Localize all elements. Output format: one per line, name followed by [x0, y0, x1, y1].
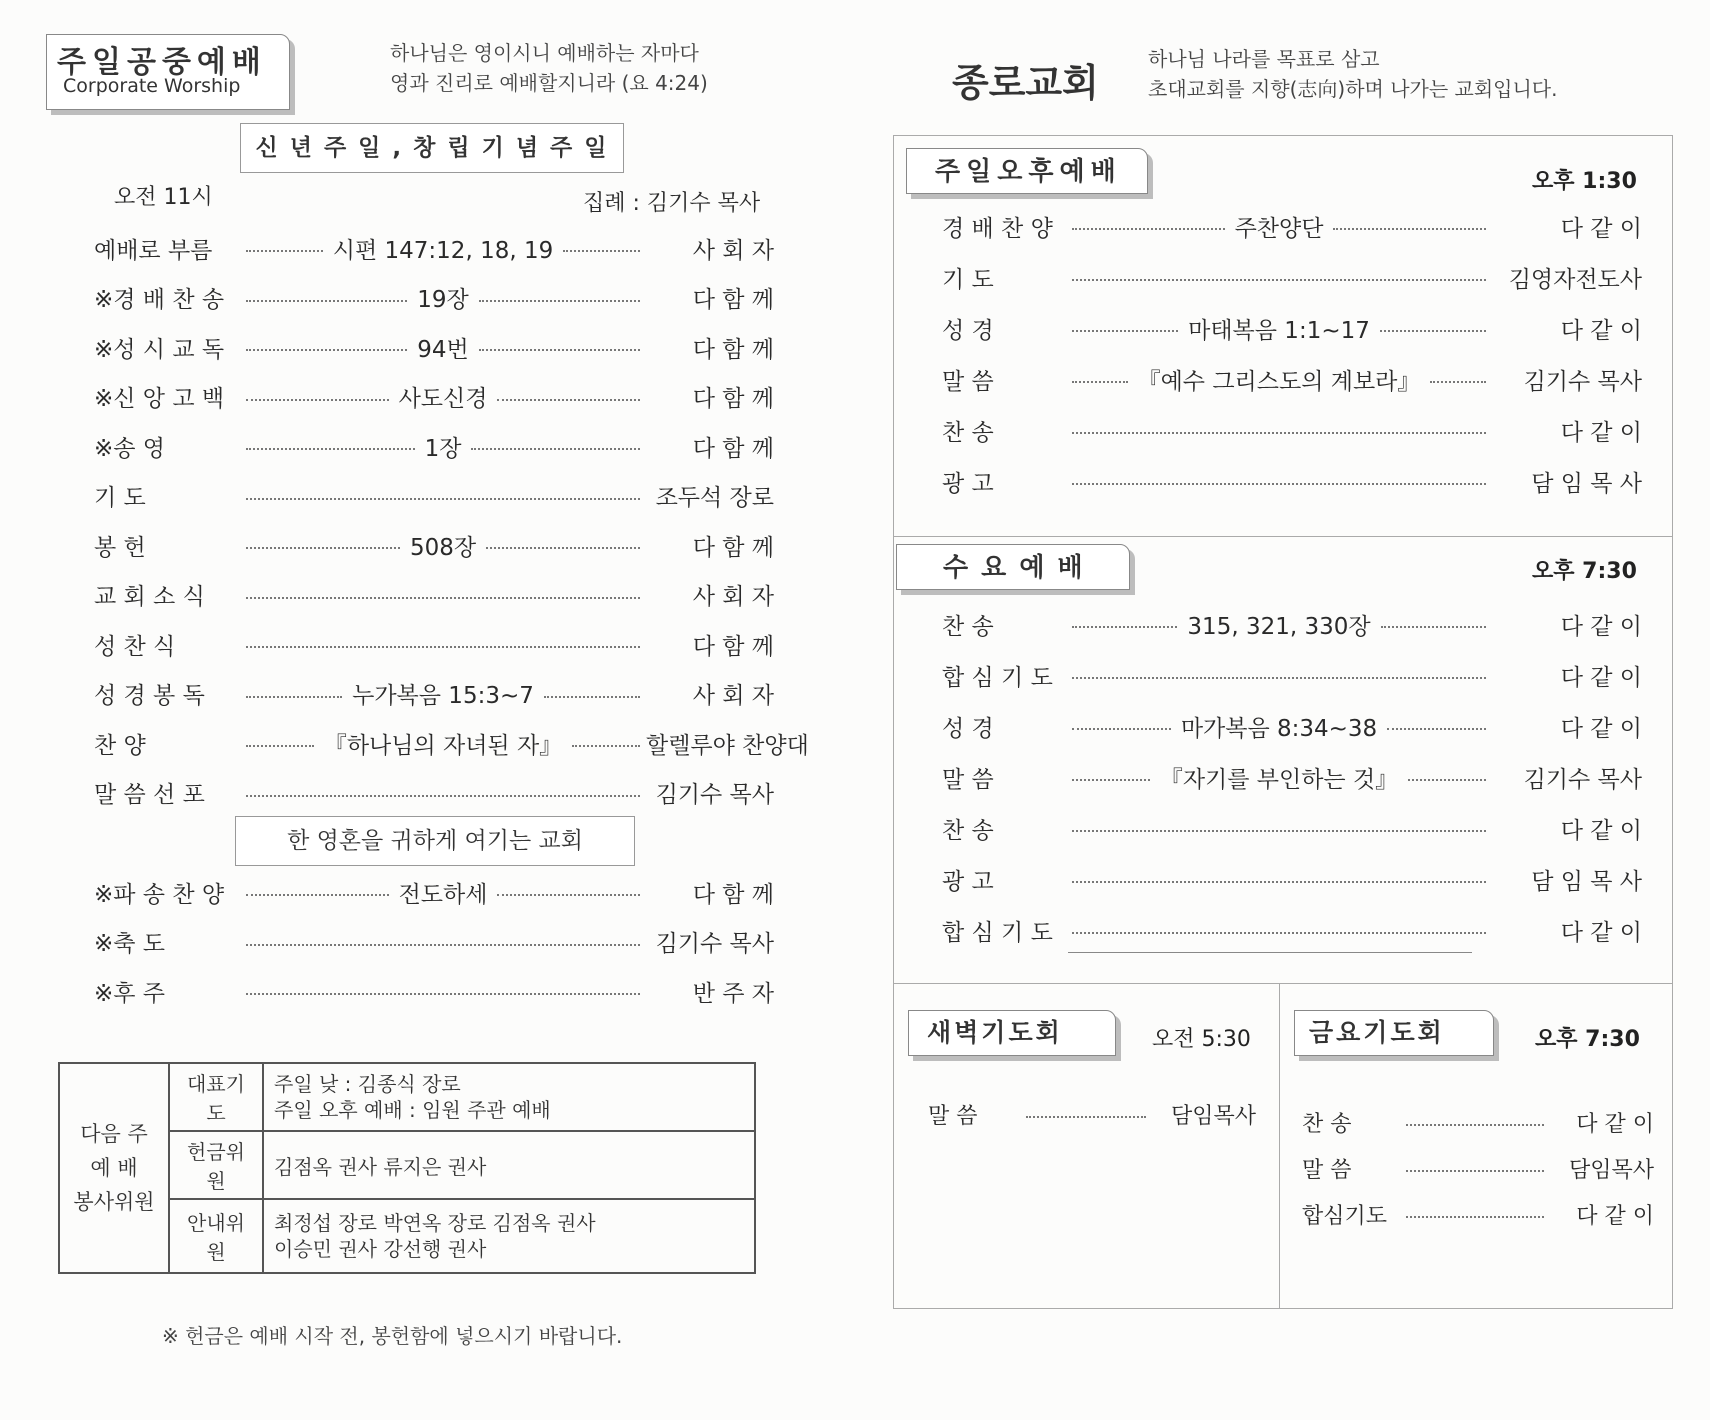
order-row — [94, 331, 774, 363]
servers-table — [58, 1062, 756, 1274]
leader-dots — [1333, 228, 1486, 230]
order-row — [94, 926, 774, 958]
order-row — [94, 678, 774, 710]
leader-dots — [1072, 626, 1177, 628]
worship-title-tab — [46, 34, 290, 110]
order-row — [942, 414, 1642, 446]
order-leader: 사 회 자 — [692, 683, 774, 709]
order-leader: 다 같 이 — [1576, 1111, 1654, 1137]
leader-dots — [497, 894, 640, 896]
order-row — [942, 914, 1642, 946]
order-row — [942, 261, 1642, 293]
friday-title: 금요기도회 — [1309, 1018, 1445, 1047]
order-row — [942, 210, 1642, 242]
order-detail: 마태복음 1:1~17 — [1188, 317, 1370, 344]
left-subtitle2: 한 영혼을 귀하게 여기는 교회 — [235, 816, 635, 866]
dawn-time: 오전 5:30 — [1152, 1027, 1251, 1052]
order-detail: 19장 — [417, 287, 469, 313]
left-subtitle: 신 년 주 일 , 창 립 기 념 주 일 — [240, 123, 624, 173]
leader-dots — [246, 250, 323, 252]
order-leader: 담임목사 — [1568, 1157, 1654, 1183]
afternoon-time: 오후 1:30 — [1532, 169, 1637, 194]
leader-dots — [246, 944, 640, 946]
order-leader: 담임목사 — [1170, 1103, 1256, 1129]
friday-tab — [1294, 1010, 1494, 1056]
order-detail: 사도신경 — [398, 386, 488, 412]
order-detail: 315, 321, 330장 — [1187, 613, 1371, 640]
order-leader: 다 함 께 — [692, 435, 775, 462]
order-leader: 사 회 자 — [692, 237, 775, 264]
order-leader: 다 함 께 — [692, 881, 774, 908]
leader-dots — [1072, 228, 1225, 230]
order-row — [942, 608, 1642, 640]
order-leader: 김기수 목사 — [1523, 766, 1642, 793]
order-row — [1302, 1106, 1654, 1138]
order-label: 찬 양 — [94, 732, 146, 759]
left-motto-line2: 영과 진리로 예배할지니라 (요 4:24) — [390, 71, 708, 95]
order-row — [942, 812, 1642, 844]
wednesday-time: 오후 7:30 — [1532, 559, 1637, 584]
leader-dots — [246, 993, 640, 995]
server-name-line: 최정섭 장로 박연옥 장로 김점옥 권사 — [274, 1211, 596, 1235]
leader-dots — [1408, 779, 1486, 781]
order-row — [928, 1098, 1256, 1130]
leader-dots — [1406, 1170, 1544, 1172]
order-leader: 다 같 이 — [1560, 715, 1642, 742]
server-role: 대표기도 — [169, 1063, 263, 1131]
order-label: 찬 송 — [942, 817, 994, 844]
leader-dots — [1072, 881, 1486, 883]
leader-dots — [471, 448, 640, 450]
servers-heading-1: 다음 주 — [80, 1122, 148, 1146]
servers-heading-2: 예 배 — [90, 1156, 138, 1180]
order-leader: 담 임 목 사 — [1531, 868, 1642, 895]
order-leader: 다 같 이 — [1560, 215, 1642, 242]
order-row — [94, 529, 774, 561]
order-label: 성 찬 식 — [94, 633, 176, 660]
leader-dots — [1380, 330, 1486, 332]
leader-dots — [1406, 1216, 1544, 1218]
order-row — [94, 282, 774, 314]
order-leader: 담 임 목 사 — [1531, 470, 1642, 497]
leader-dots — [572, 745, 640, 747]
order-label: ※파 송 찬 양 — [94, 881, 225, 908]
order-leader: 김기수 목사 — [655, 931, 774, 957]
order-row — [94, 430, 774, 462]
order-leader: 할렐루야 찬양대 — [646, 732, 809, 759]
order-label: 성 경 봉 독 — [94, 683, 205, 709]
order-row — [942, 710, 1642, 742]
order-leader: 김기수 목사 — [1523, 368, 1642, 395]
order-label: 찬 송 — [1302, 1111, 1352, 1137]
order-detail: 전도하세 — [398, 881, 488, 908]
leader-dots — [246, 399, 389, 401]
order-row — [94, 579, 774, 611]
order-row — [942, 312, 1642, 344]
leader-dots — [246, 448, 415, 450]
server-names: 김점옥 권사 류지은 권사 — [263, 1131, 755, 1199]
leader-dots — [1430, 381, 1486, 383]
server-name-line: 주일 낮 : 김종식 장로 — [274, 1072, 461, 1096]
server-names — [263, 1199, 755, 1273]
leader-dots — [246, 547, 400, 549]
order-leader: 다 같 이 — [1560, 419, 1642, 446]
order-leader: 다 같 이 — [1560, 317, 1642, 344]
leader-dots — [246, 745, 314, 747]
order-label: ※송 영 — [94, 435, 166, 462]
afternoon-title: 주일오후예배 — [935, 157, 1122, 187]
leader-dots — [563, 250, 640, 252]
order-detail: 『예수 그리스도의 계보라』 — [1137, 368, 1421, 395]
servers-heading — [59, 1063, 169, 1273]
order-row — [94, 876, 774, 908]
dawn-tab — [908, 1010, 1116, 1056]
leader-dots — [1387, 728, 1486, 730]
order-leader: 다 함 께 — [692, 336, 774, 363]
order-leader: 다 같 이 — [1576, 1203, 1654, 1229]
wednesday-title: 수 요 예 배 — [943, 553, 1085, 583]
order-label: 성 경 — [942, 317, 994, 344]
leader-dots — [1072, 381, 1128, 383]
server-names — [263, 1063, 755, 1131]
leader-dots — [1026, 1116, 1146, 1118]
order-label: 찬 송 — [942, 613, 994, 640]
order-row — [942, 761, 1642, 793]
order-label: ※후 주 — [94, 980, 166, 1007]
leader-dots — [1072, 779, 1150, 781]
order-label: 교 회 소 식 — [94, 584, 205, 610]
order-row — [942, 465, 1642, 497]
order-row — [94, 777, 774, 809]
order-label: 합 심 기 도 — [942, 664, 1053, 691]
order-label: ※성 시 교 독 — [94, 336, 225, 363]
order-leader: 다 함 께 — [692, 287, 774, 313]
order-row — [94, 975, 774, 1007]
leader-dots — [1072, 728, 1171, 730]
order-detail: 94번 — [417, 336, 469, 363]
leader-dots — [1072, 279, 1486, 281]
right-motto-line2: 초대교회를 지향(志向)하며 나가는 교회입니다. — [1148, 77, 1558, 101]
order-label: 예배로 부름 — [94, 237, 213, 264]
order-detail: 『하나님의 자녀된 자』 — [323, 732, 563, 759]
divider-afternoon-wednesday — [893, 536, 1673, 537]
leader-dots — [1072, 432, 1486, 434]
leader-dots — [544, 696, 640, 698]
leader-dots — [246, 498, 640, 500]
order-row — [94, 628, 774, 660]
order-row — [1302, 1198, 1654, 1230]
order-detail: 1장 — [424, 435, 462, 462]
leader-dots — [1072, 483, 1486, 485]
order-label: 합심기도 — [1302, 1203, 1388, 1229]
order-row — [94, 232, 774, 264]
order-label: 경 배 찬 양 — [942, 215, 1053, 242]
server-role: 안내위원 — [169, 1199, 263, 1273]
order-leader: 다 함 께 — [692, 633, 774, 660]
order-leader: 다 함 께 — [692, 534, 774, 561]
order-leader: 김기수 목사 — [655, 782, 774, 808]
order-leader: 반 주 자 — [692, 980, 774, 1007]
leader-dots — [246, 349, 407, 351]
order-label: 말 씀 — [928, 1103, 978, 1129]
order-row — [942, 363, 1642, 395]
worship-title-en: Corporate Worship — [63, 75, 241, 97]
order-label: 기 도 — [942, 266, 994, 293]
order-label: 합 심 기 도 — [942, 919, 1053, 946]
leader-dots — [1072, 830, 1486, 832]
leader-dots — [486, 547, 640, 549]
order-leader: 다 같 이 — [1560, 919, 1642, 946]
divider-dawn-friday — [1279, 983, 1280, 1309]
order-detail: 마가복음 8:34~38 — [1180, 715, 1378, 742]
order-label: 말 씀 — [942, 766, 994, 793]
order-leader: 다 함 께 — [692, 386, 774, 412]
order-detail: 508장 — [409, 534, 477, 561]
service-time: 오전 11시 — [114, 185, 213, 210]
order-label: 성 경 — [942, 715, 994, 742]
worship-title-ko: 주일공중예배 — [57, 45, 267, 80]
leader-dots — [1072, 330, 1178, 332]
order-label: ※경 배 찬 송 — [94, 287, 225, 313]
offering-note: ※ 헌금은 예배 시작 전, 봉헌함에 넣으시기 바랍니다. — [162, 1324, 623, 1348]
left-motto-line1: 하나님은 영이시니 예배하는 자마다 — [390, 41, 699, 65]
leader-dots — [479, 349, 640, 351]
order-row — [94, 480, 774, 512]
order-label: 광 고 — [942, 470, 994, 497]
leader-dots — [1072, 677, 1486, 679]
order-label: 말 씀 — [1302, 1157, 1352, 1183]
order-label: 말 씀 — [942, 368, 994, 395]
order-detail: 누가복음 15:3~7 — [352, 683, 534, 709]
servers-heading-3: 봉사위원 — [73, 1190, 155, 1214]
order-leader: 다 같 이 — [1560, 664, 1642, 691]
order-leader: 김영자전도사 — [1508, 266, 1642, 293]
server-name-line: 주일 오후 예배 : 임원 주관 예배 — [274, 1098, 551, 1122]
order-detail: 『자기를 부인하는 것』 — [1159, 766, 1399, 793]
order-label: 말 씀 선 포 — [94, 782, 205, 808]
order-detail: 주찬양단 — [1234, 215, 1324, 242]
divider-wednesday-prayer — [893, 983, 1673, 984]
server-role: 헌금위원 — [169, 1131, 263, 1199]
leader-dots — [497, 399, 640, 401]
dawn-title: 새벽기도회 — [927, 1018, 1063, 1047]
leader-dots — [246, 795, 640, 797]
church-name: 종로교회 — [952, 61, 1099, 105]
order-row — [1302, 1152, 1654, 1184]
order-row — [942, 863, 1642, 895]
leader-dots — [479, 300, 640, 302]
leader-dots — [1406, 1124, 1544, 1126]
order-label: 광 고 — [942, 868, 994, 895]
order-row — [942, 659, 1642, 691]
order-leader: 사 회 자 — [692, 584, 774, 610]
right-motto — [1148, 44, 1557, 104]
leader-dots — [246, 597, 640, 599]
order-leader: 다 같 이 — [1560, 613, 1643, 640]
leader-dots — [246, 894, 389, 896]
leader-dots — [1381, 626, 1486, 628]
leader-dots — [1072, 932, 1486, 934]
leader-dots — [246, 696, 342, 698]
friday-time: 오후 7:30 — [1535, 1027, 1640, 1052]
leader-dots — [246, 300, 407, 302]
wednesday-tab — [896, 544, 1130, 590]
order-label: 찬 송 — [942, 419, 994, 446]
officiant: 집례 : 김기수 목사 — [583, 191, 761, 216]
order-label: ※신 앙 고 백 — [94, 386, 225, 412]
order-label: ※축 도 — [94, 931, 166, 957]
order-row — [94, 727, 809, 759]
server-name-line: 이승민 권사 강선행 권사 — [274, 1237, 487, 1261]
order-leader: 조두석 장로 — [655, 485, 774, 511]
order-detail: 시편 147:12, 18, 19 — [332, 237, 554, 264]
afternoon-tab — [906, 148, 1148, 194]
order-row — [94, 381, 774, 413]
wednesday-end-line — [1068, 952, 1472, 953]
right-motto-line1: 하나님 나라를 목표로 삼고 — [1148, 47, 1380, 71]
order-label: 기 도 — [94, 485, 146, 511]
left-motto — [390, 38, 708, 98]
order-leader: 다 같 이 — [1560, 817, 1642, 844]
leader-dots — [246, 646, 640, 648]
order-label: 봉 헌 — [94, 534, 146, 561]
